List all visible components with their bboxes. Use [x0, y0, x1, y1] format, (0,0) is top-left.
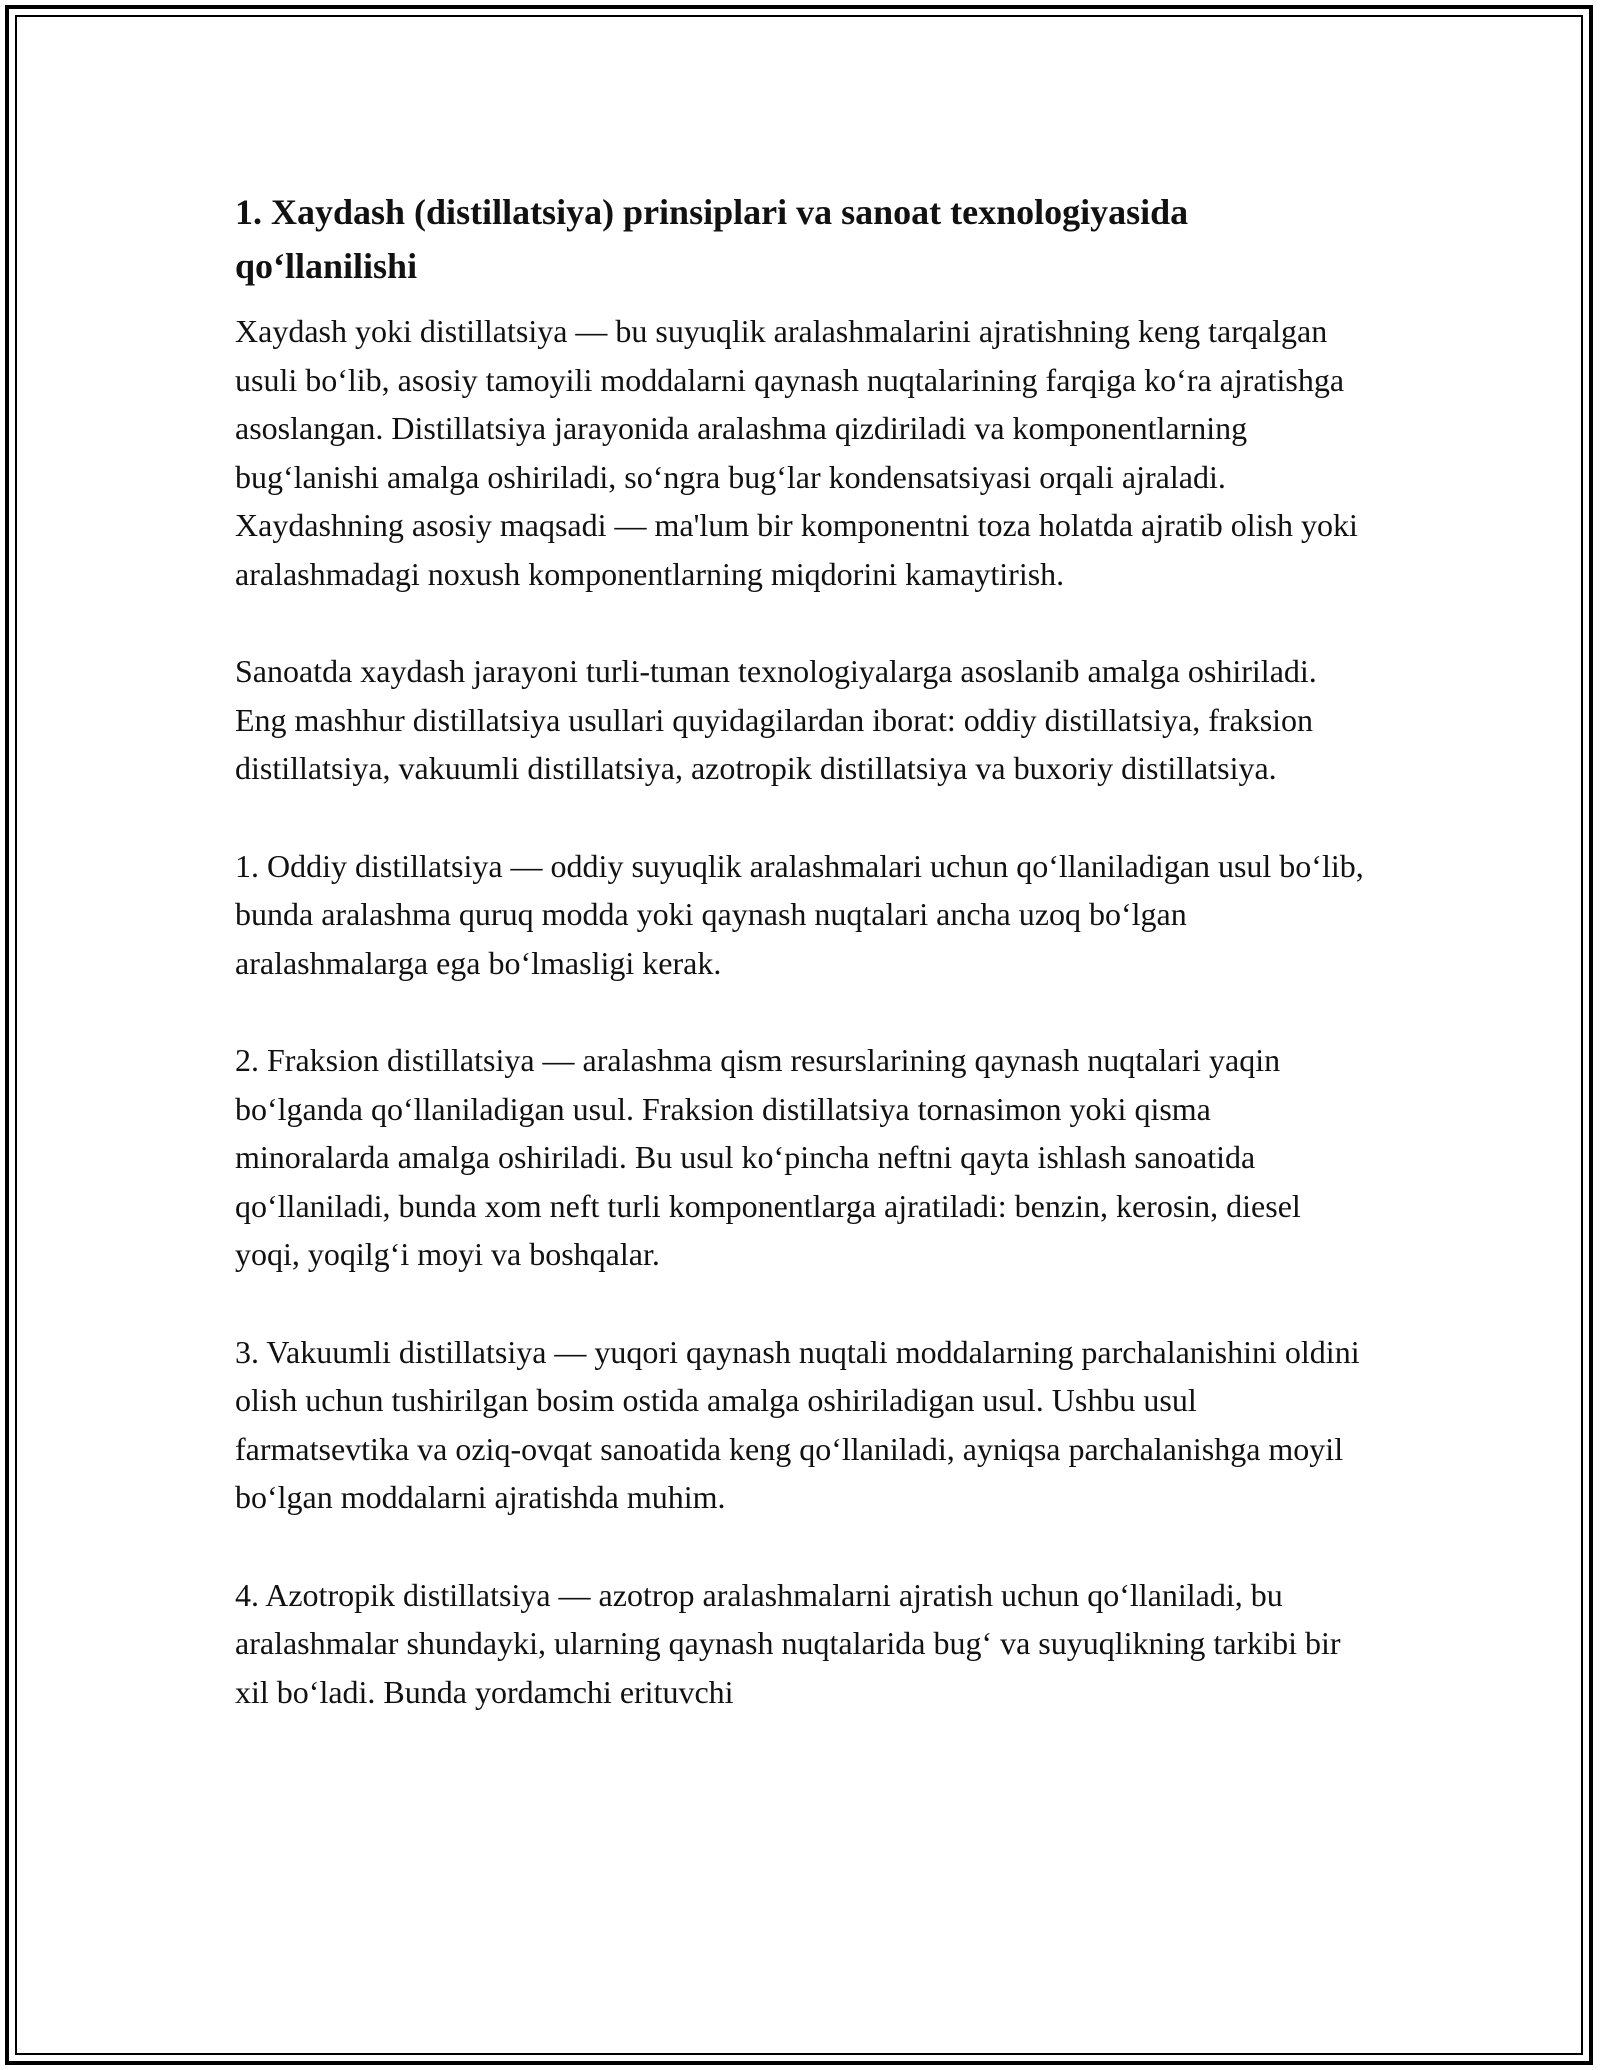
paragraph-azeotropic-distillation: 4. Azotropik distillatsiya — azotrop aralashmalarni ajratish uchun qo‘llaniladi, bu aralashmalar shundayki, ularning qaynash nuqtalarida bug‘ va suyuqlikning tarkibi bir xil bo‘ladi. Bunda yordamchi erituvchi: [235, 1576, 1341, 1710]
paragraph-intro: Xaydash yoki distillatsiya — bu suyuqlik aralashmalarini ajratishning keng tarqalgan usuli bo‘lib, asosiy tamoyili moddalarni qaynash nuqtalarining farqiga ko‘ra ajratishga asoslangan. Distillatsiya jarayonida aralashma qizdiriladi va komponentlarning bug‘lanishi amalga oshiriladi, so‘ngra bug‘lar kondensatsiyasi orqali ajraladi. Xaydashning asosiy maqsadi — ma'lum bir komponentni toza holatda ajratib olish yoki aralashmadagi noxush komponentlarning miqdorini kamaytirish.: [235, 313, 1358, 592]
paragraph-fractional-distillation: 2. Fraksion distillatsiya — aralashma qism resurslarining qaynash nuqtalari yaqin bo‘lganda qo‘llaniladigan usul. Fraksion distillatsiya tornasimon yoki qisma minoralarda amalga oshiriladi. Bu usul ko‘pincha neftni qayta ishlash sanoatida qo‘llaniladi, bunda xom neft turli komponentlarga ajratiladi: benzin, kerosin, diesel yoqi, yoqilg‘i moyi va boshqalar.: [235, 1042, 1301, 1272]
document-body: [235, 185, 1365, 1716]
paragraph-simple-distillation: 1. Oddiy distillatsiya — oddiy suyuqlik aralashmalari uchun qo‘llaniladigan usul bo‘lib, bunda aralashma quruq modda yoki qaynash nuqtalari ancha uzoq bo‘lgan aralashmalarga ega bo‘lmasligi kerak.: [235, 847, 1364, 981]
paragraph-vacuum-distillation: 3. Vakuumli distillatsiya — yuqori qaynash nuqtali moddalarning parchalanishini oldini olish uchun tushirilgan bosim ostida amalga oshiriladigan usul. Ushbu usul farmatsevtika va oziq-ovqat sanoatida keng qo‘llaniladi, ayniqsa parchalanishga moyil bo‘lgan moddalarni ajratishda muhim.: [235, 1333, 1360, 1515]
paragraph-methods-overview: Sanoatda xaydash jarayoni turli-tuman texnologiyalarga asoslanib amalga oshiriladi. Eng mashhur distillatsiya usullari quyidagilardan iborat: oddiy distillatsiya, fraksion distillatsiya, vakuumli distillatsiya, azotropik distillatsiya va buxoriy distillatsiya.: [235, 653, 1317, 786]
section-heading: 1. Xaydash (distillatsiya) prinsiplari va sanoat texnologiyasida qo‘llanilishi: [235, 192, 1189, 286]
